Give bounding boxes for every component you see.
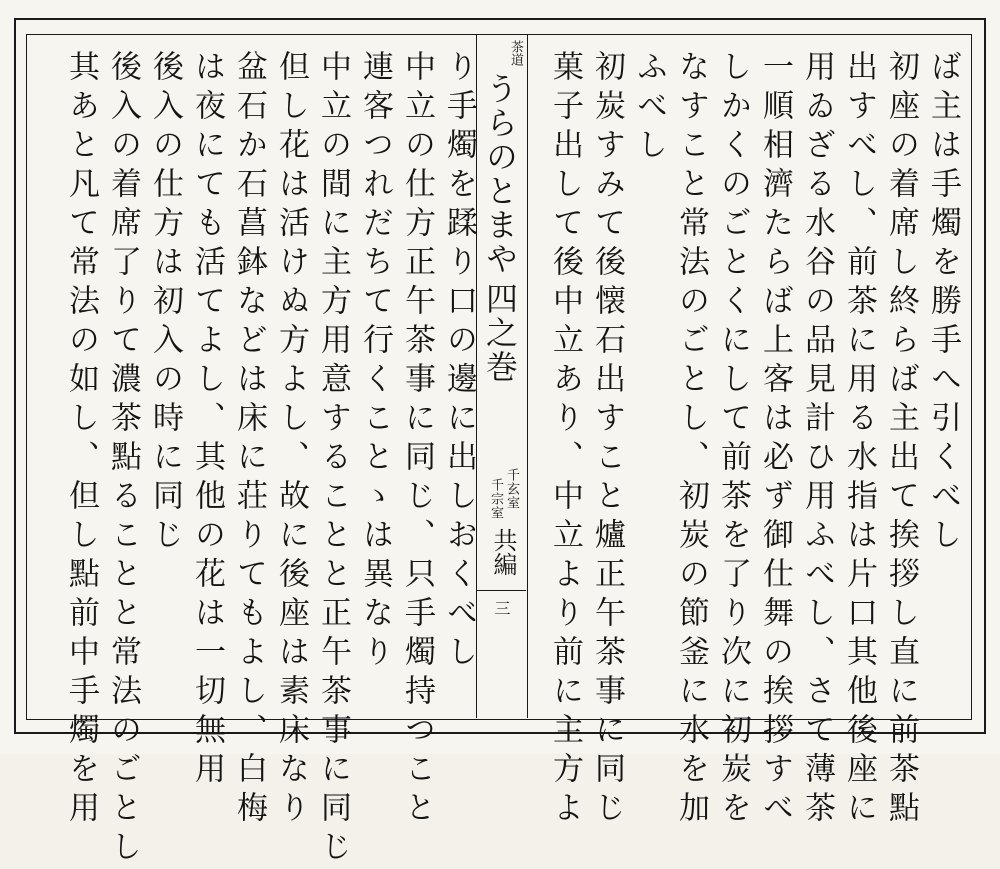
text-column: 菓子出して後中立あり、中立より前に主方よ	[547, 50, 583, 830]
text-column: 但し花は活けぬ方よし、故に後座は素床なり	[273, 50, 309, 830]
text-column: なすこと常法のごとし、初炭の節釜に水を加	[673, 50, 709, 830]
text-column: ば主は手燭を勝手へ引くべし	[925, 50, 961, 557]
text-column: 中立の間に主方用意することと正午茶事に同じ	[315, 50, 351, 869]
text-column: は夜にても活てよし、其他の花は一切無用	[189, 50, 225, 791]
text-column: 盆石か石菖鉢などは床に荘りてもよし、白梅	[231, 50, 267, 830]
text-column: 初座の着席し終らば主出て挨拶し直に前茶點	[883, 50, 919, 830]
text-column: 後入の仕方は初入の時に同じ	[147, 50, 183, 557]
text-column: 其あと凡て常法の如し、但し點前中手燭を用	[63, 50, 99, 830]
text-column: 一順相濟たらば上客は必ず御仕舞の挨拶すべ	[757, 50, 793, 830]
volume-label: 四之巻	[481, 282, 519, 384]
book-title: うらのとまや	[481, 72, 519, 276]
text-column: 出すべし、前茶に用る水指は片口其他後座に	[841, 50, 877, 830]
edit-label: 共編	[489, 528, 517, 576]
text-column: しかくのごとくにして前茶を了り次に初炭を	[715, 50, 751, 830]
series-label: 茶道	[508, 40, 523, 66]
text-column: 初炭すみて後懐石出すこと爐正午茶事に同じ	[589, 50, 625, 830]
text-column: り手燭を蹂り口の邊に出しおくべし	[441, 50, 477, 674]
author-2: 千宗室	[488, 478, 503, 520]
text-column: ふべし	[631, 50, 667, 167]
text-column: 中立の仕方正午茶事に同じ、只手燭持つこと	[399, 50, 435, 830]
author-1: 千玄室	[504, 468, 519, 510]
text-column: 用ゐざる水谷の品見計ひ用ふべし、さて薄茶	[799, 50, 835, 830]
page-number: 三	[492, 600, 511, 616]
text-column: 後入の着席了りて濃茶點ることと常法のごとし	[105, 50, 141, 869]
text-column: 連客つれだちて行くことゝは異なり	[357, 50, 393, 674]
